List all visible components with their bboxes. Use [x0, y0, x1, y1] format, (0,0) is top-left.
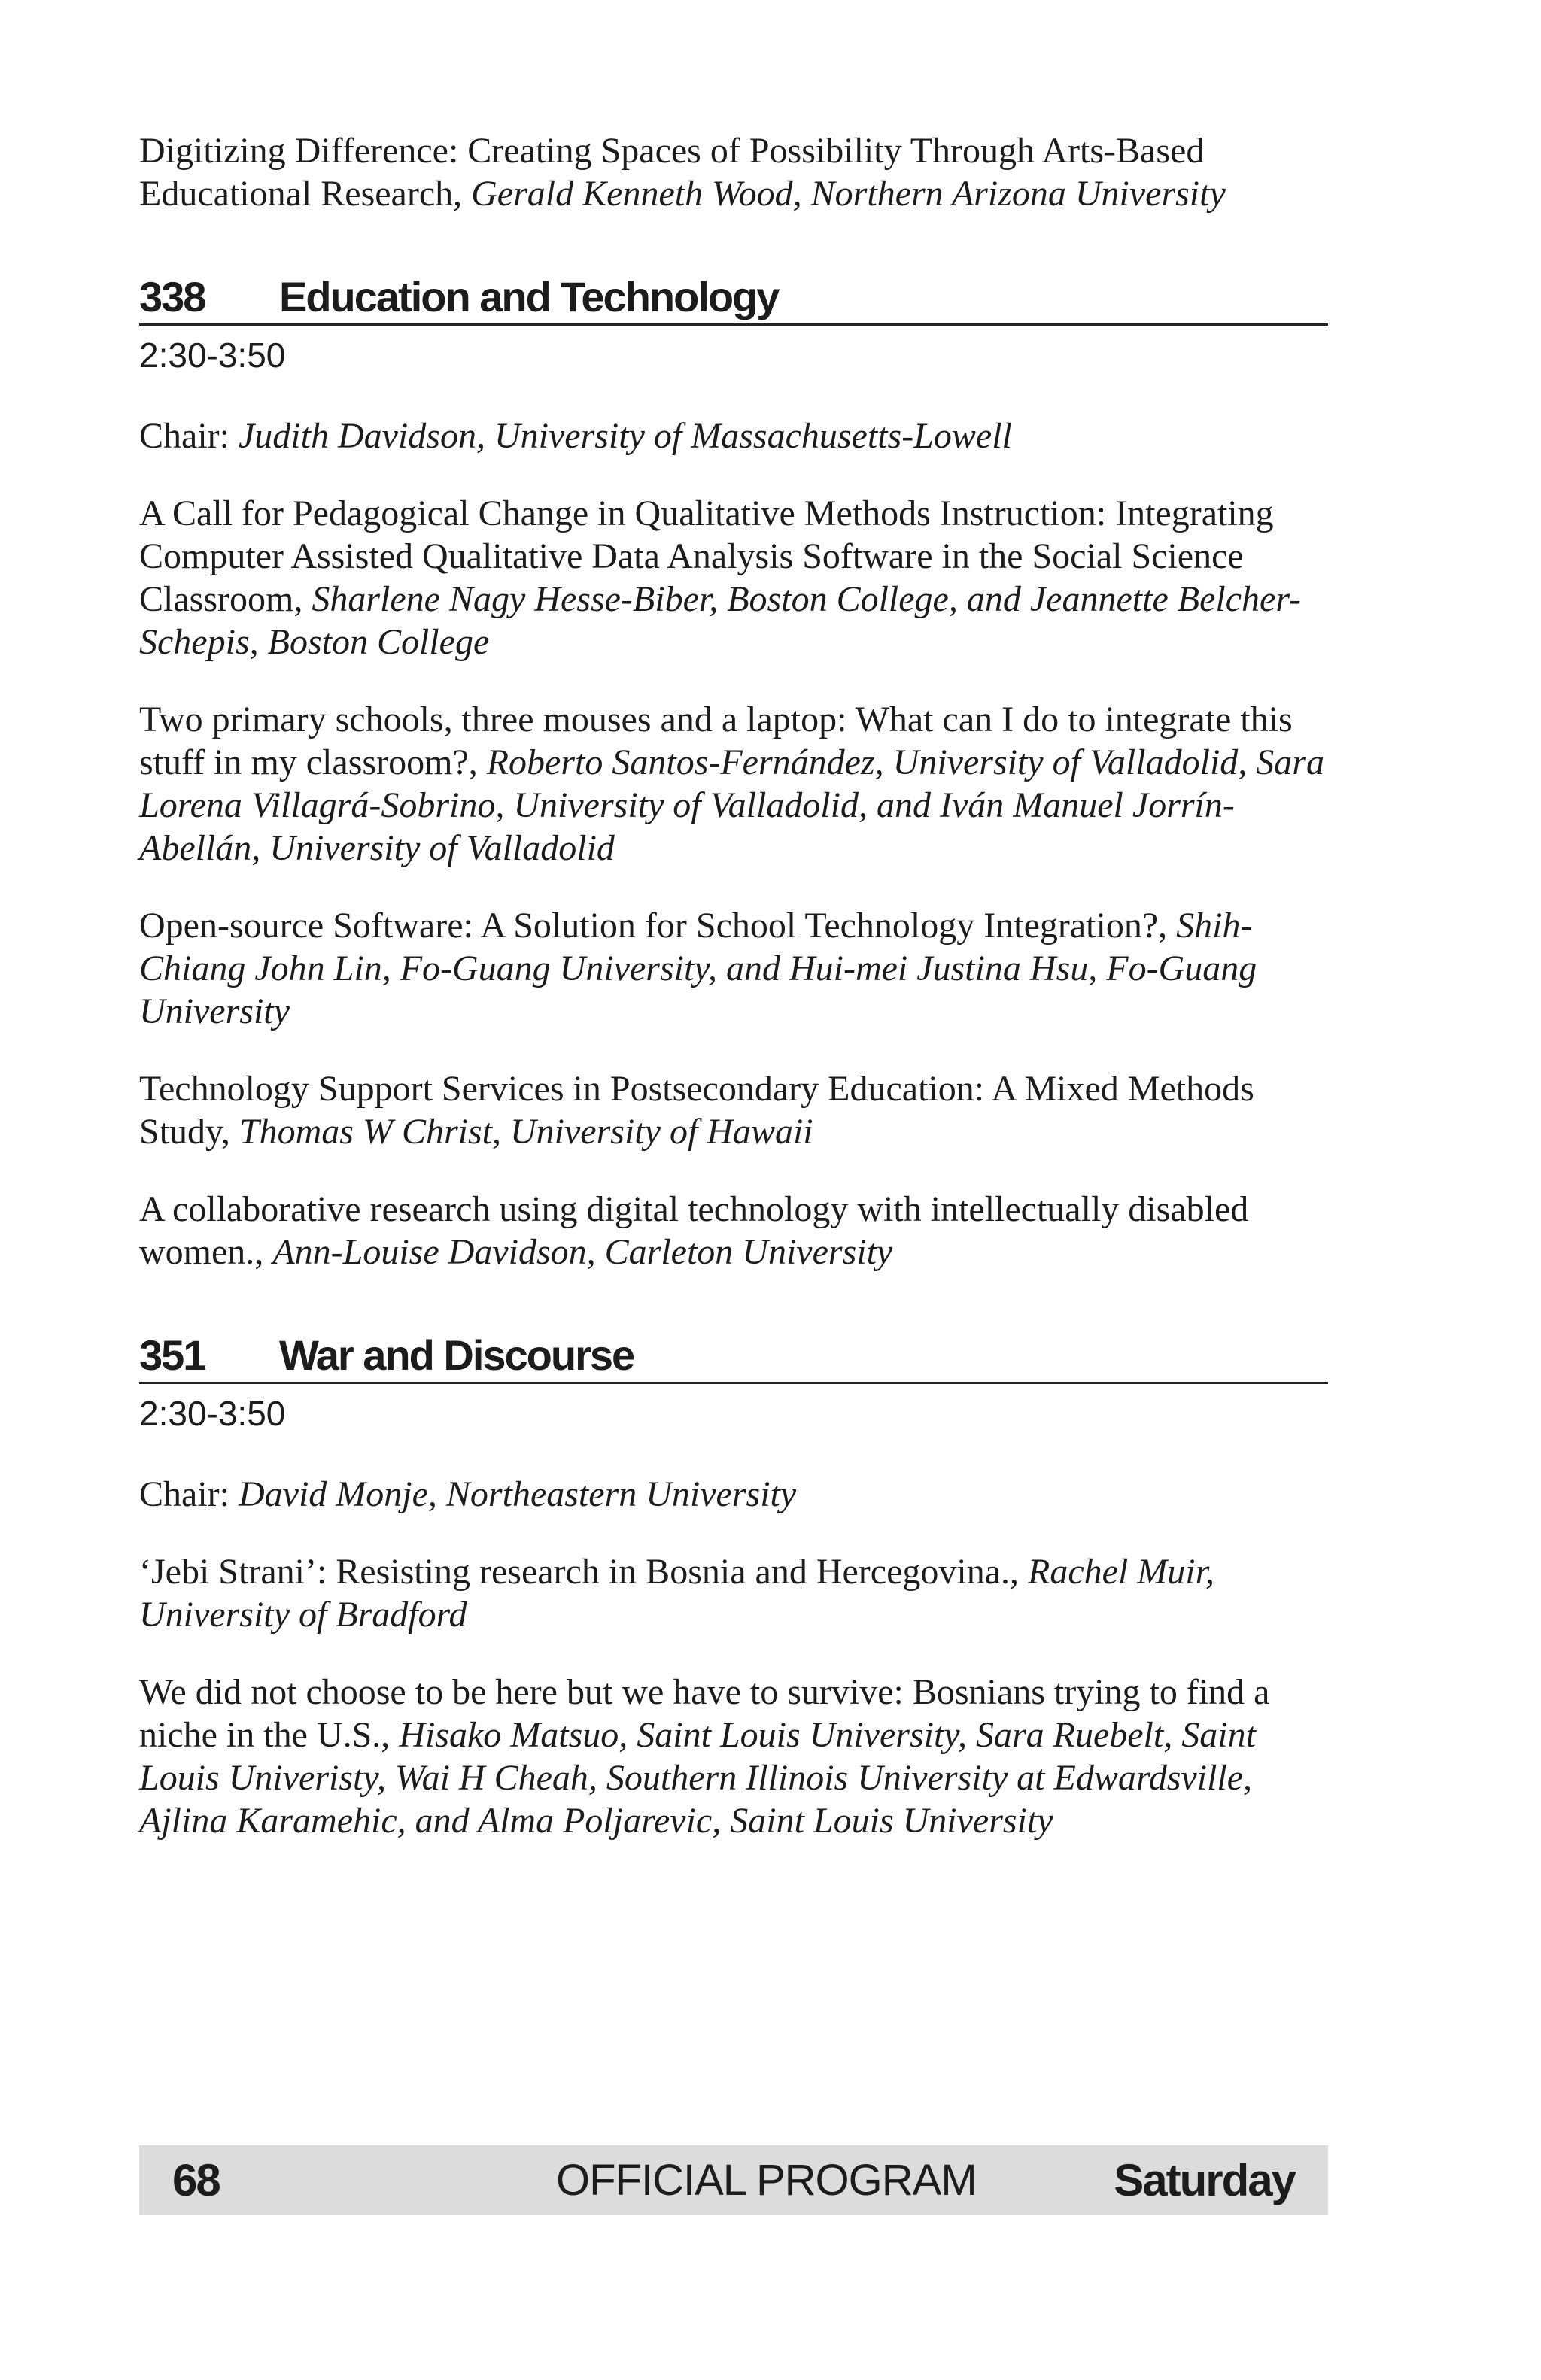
paper-entry — [139, 1188, 1328, 1273]
paper-title: Technology Support Services in Postsecondary Education: A Mixed Methods Study, — [139, 1069, 1254, 1152]
page-number: 68 — [172, 2154, 220, 2205]
chair-name: David Monje, Northeastern University — [238, 1474, 797, 1514]
chair-name: Judith Davidson, University of Massachusetts-Lowell — [238, 416, 1012, 456]
paper-authors: Roberto Santos-Fernández, University of Valladolid, Sara Lorena Villagrá-Sobrino, University of Valladolid, and Iván Manuel Jorrín-Abellán, University of Valladolid — [139, 742, 1324, 868]
session-chair — [139, 1473, 1328, 1516]
session-351 — [139, 1332, 1328, 1842]
paper-title: We did not choose to be here but we have to survive: Bosnians trying to find a niche in the U.S., — [139, 1672, 1270, 1755]
paper-authors: Hisako Matsuo, Saint Louis University, Sara Ruebelt, Saint Louis Univeristy, Wai H Cheah, Southern Illinois University at Edwardsville, Ajlina Karamehic, and Alma Poljarevic, Saint Louis University — [139, 1715, 1256, 1841]
paper-title: A Call for Pedagogical Change in Qualitative Methods Instruction: Integrating Computer Assisted Qualitative Data Analysis Software in the Social Science Classroom, — [139, 493, 1274, 619]
paper-title: A collaborative research using digital technology with intellectually disabled women., — [139, 1189, 1249, 1272]
session-name: War and Discourse — [279, 1331, 634, 1379]
paper-title: Digitizing Difference: Creating Spaces of Possibility Through Arts-Based Educational Research, — [139, 131, 1205, 214]
paper-authors: Ann-Louise Davidson, Carleton University — [272, 1232, 893, 1272]
paper-entry — [139, 1671, 1328, 1842]
publication-title: OFFICIAL PROGRAM — [556, 2155, 977, 2205]
program-day: Saturday — [1114, 2154, 1295, 2205]
paper-title: Open-source Software: A Solution for School Technology Integration?, — [139, 906, 1177, 946]
paper-title: Two primary schools, three mouses and a laptop: What can I do to integrate this stuff in my classroom?, — [139, 700, 1293, 782]
session-chair — [139, 414, 1328, 457]
paper-entry — [139, 492, 1328, 663]
session-header — [139, 274, 1328, 326]
chair-label: Chair: — [139, 1474, 239, 1514]
paper-entry — [139, 1550, 1328, 1636]
intro-paper-entry — [139, 129, 1328, 215]
paper-authors: Thomas W Christ, University of Hawaii — [239, 1112, 813, 1152]
session-time: 2:30-3:50 — [139, 335, 286, 375]
paper-authors: Rachel Muir, University of Bradford — [139, 1552, 1214, 1635]
paper-authors: Shih-Chiang John Lin, Fo-Guang University, and Hui-mei Justina Hsu, Fo-Guang University — [139, 906, 1257, 1031]
paper-authors: Sharlene Nagy Hesse-Biber, Boston College, and Jeannette Belcher-Schepis, Boston College — [139, 579, 1302, 662]
session-number: 338 — [139, 273, 205, 320]
chair-label: Chair: — [139, 416, 239, 456]
paper-entry — [139, 1067, 1328, 1153]
session-name: Education and Technology — [279, 273, 779, 320]
session-header — [139, 1332, 1328, 1384]
paper-entry — [139, 698, 1328, 870]
page-footer — [139, 2145, 1328, 2215]
paper-title: ‘Jebi Strani’: Resisting research in Bosnia and Hercegovina., — [139, 1552, 1029, 1592]
paper-authors: Gerald Kenneth Wood, Northern Arizona University — [471, 174, 1226, 214]
paper-entry — [139, 904, 1328, 1033]
program-content — [139, 129, 1328, 1877]
session-338 — [139, 274, 1328, 1273]
session-number: 351 — [139, 1331, 205, 1379]
session-time: 2:30-3:50 — [139, 1394, 286, 1433]
